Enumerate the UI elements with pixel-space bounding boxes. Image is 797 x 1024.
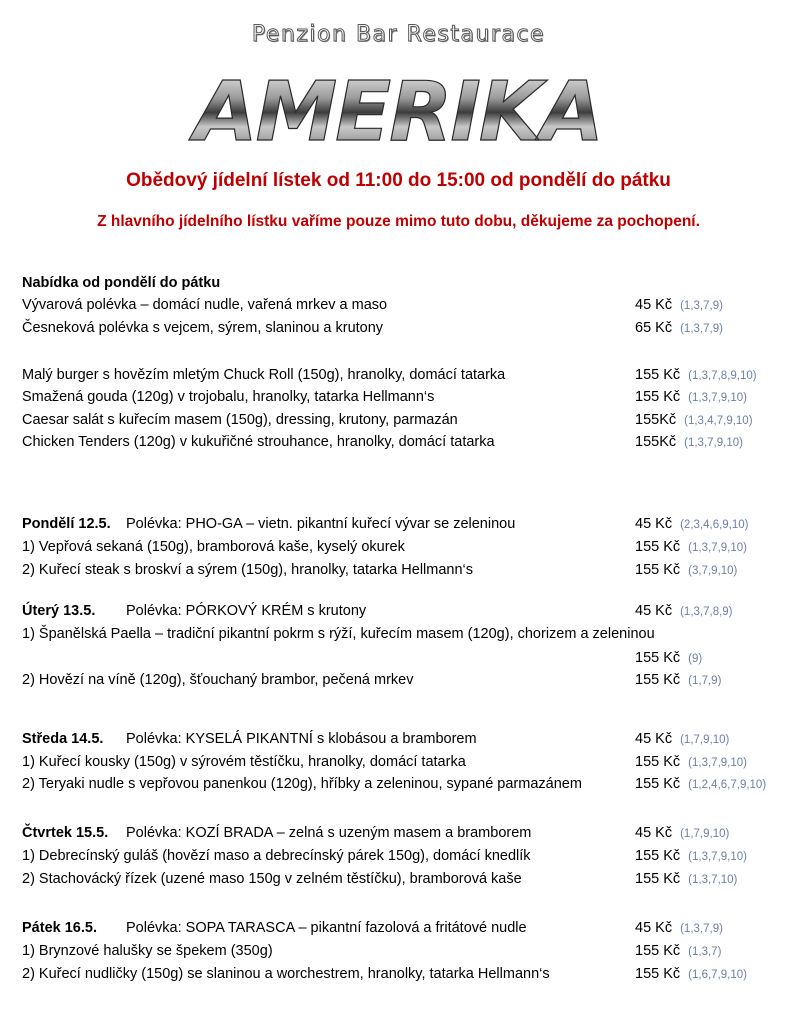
item-allergens: (1,3,7,8,9,10) [688,370,757,382]
item-price-group [635,317,723,340]
item-name: Smažená gouda (120g) v trojobalu, hranolky, tatarka Hellmann‘s [22,389,435,405]
logo-subtitle: Penzion Bar Restaurace [251,22,546,47]
item-price: 155 Kč [635,871,681,887]
item-allergens: (1,3,7,9) [680,323,723,335]
item-price-group [635,728,729,751]
item-price: 155 Kč [635,966,681,982]
item-price: 155 Kč [635,754,681,770]
item-allergens: (1,3,7,9,10) [684,437,743,449]
item-allergens: (1,3,7,9,10) [688,851,747,863]
item-allergens: (1,3,7,9) [680,300,723,312]
day-soup-row [22,917,792,939]
item-price-group [635,940,721,963]
menu-item [22,845,792,867]
item-price-group [635,559,737,582]
weekly-heading: Nabídka od pondělí do pátku [22,275,221,291]
item-price-group [635,963,747,986]
item-price-group [635,431,743,454]
item-price: 155 Kč [635,389,681,405]
menu-item [22,409,792,431]
item-price-group [635,751,747,774]
menu-item [22,669,792,691]
item-allergens: (1,3,4,7,9,10) [684,415,753,427]
item-price-group [635,600,733,623]
item-price-group [635,647,702,670]
item-price-group [635,773,766,796]
item-price-group [635,409,753,432]
item-name: 2) Kuřecí steak s broskví a sýrem (150g), hranolky, tatarka Hellmann‘s [22,562,474,578]
menu-item [22,559,792,581]
item-allergens: (1,3,7,9,10) [688,757,747,769]
day-soup: Polévka: PHO-GA – vietn. pikantní kuřecí vývar se zeleninou [126,516,516,532]
item-price-group [635,868,737,891]
item-price: 155 Kč [635,539,681,555]
day-soup-row [22,822,792,844]
item-name: Vývarová polévka – domácí nudle, vařená mrkev a maso [22,297,388,313]
item-name: Caesar salát s kuřecím masem (150g), dressing, krutony, parmazán [22,412,458,428]
item-allergens: (1,3,7,9) [680,923,723,935]
item-price: 155 Kč [635,672,681,688]
item-price: 155 Kč [635,650,681,666]
item-allergens: (9) [688,653,703,665]
item-name: Česneková polévka s vejcem, sýrem, slaninou a krutony [22,320,384,336]
day-label: Pátek 16.5. [22,920,97,936]
header [0,0,797,160]
menu-item [22,386,792,408]
item-allergens: (1,3,7) [688,946,722,958]
day-label: Úterý 13.5. [22,603,96,619]
item-price-group [635,669,721,692]
day-soup-row [22,728,792,750]
item-price-group [635,822,729,845]
item-price: 155 Kč [635,367,681,383]
menu-item [22,963,792,985]
menu-item [22,431,792,453]
item-price: 45 Kč [635,603,673,619]
item-name: 2) Teryaki nudle s vepřovou panenkou (120g), hříbky a zeleninou, sypané parmazánem [22,776,582,792]
item-name: 1) Kuřecí kousky (150g) v sýrovém těstíčku, hranolky, domácí tatarka [22,754,466,770]
item-name: 2) Kuřecí nudličky (150g) se slaninou a worchestrem, hranolky, tatarka Hellmann‘s [22,966,550,982]
item-price-group [635,386,747,409]
item-allergens: (1,3,7,10) [688,874,738,886]
item-price: 45 Kč [635,516,673,532]
item-price-group [635,364,757,387]
item-allergens: (1,6,7,9,10) [688,969,747,981]
item-name: 1) Debrecínský guláš (hovězí maso a debrecínský párek 150g), domácí knedlík [22,848,531,864]
day-label: Středa 14.5. [22,731,104,747]
item-allergens: (2,3,4,6,9,10) [680,519,749,531]
menu-item [22,536,792,558]
item-allergens: (3,7,9,10) [688,565,738,577]
item-price: 45 Kč [635,297,673,313]
item-allergens: (1,7,9,10) [680,828,730,840]
item-price-group [635,513,749,536]
logo-text: AMERIKA [194,72,602,152]
item-allergens: (1,3,7,8,9) [680,606,733,618]
item-price: 155 Kč [635,776,681,792]
lunch-menu-note: Z hlavního jídelního lístku vaříme pouze mimo tuto dobu, děkujeme za pochopení. [97,213,700,230]
item-price: 65 Kč [635,320,673,336]
menu-item [22,317,792,339]
menu-item [22,623,792,645]
day-soup: Polévka: SOPA TARASCA – pikantní fazolová a fritátové nudle [126,920,527,936]
lunch-menu-title: Obědový jídelní lístek od 11:00 do 15:00 od pondělí do pátku [126,170,671,191]
item-price-group [635,294,723,317]
item-price: 45 Kč [635,920,673,936]
day-soup-row [22,513,792,535]
item-price: 155 Kč [635,943,681,959]
menu-item [22,868,792,890]
day-soup: Polévka: KOZÍ BRADA – zelná s uzeným masem a bramborem [126,825,532,841]
item-name: 1) Brynzové halušky se špekem (350g) [22,943,273,959]
item-price-group [635,536,747,559]
amerika-logo [0,72,797,152]
menu-item [22,751,792,773]
menu-item [22,940,792,962]
item-price: 45 Kč [635,825,673,841]
day-soup-row [22,600,792,622]
item-name: Chicken Tenders (120g) v kukuřičné strouhance, hranolky, domácí tatarka [22,434,495,450]
item-allergens: (1,3,7,9,10) [688,392,747,404]
item-allergens: (1,3,7,9,10) [688,542,747,554]
item-price: 45 Kč [635,731,673,747]
item-price: 155 Kč [635,562,681,578]
menu-item-price-line [22,647,792,669]
day-label: Čtvrtek 15.5. [22,825,109,841]
menu-item [22,364,792,386]
item-price-group [635,845,747,868]
item-price: 155 Kč [635,848,681,864]
item-name: 2) Stachovácký řízek (uzené maso 150g v zelném těstíčku), bramborová kaše [22,871,522,887]
menu-item [22,773,792,795]
menu-item [22,294,792,316]
day-soup: Polévka: KYSELÁ PIKANTNÍ s klobásou a bramborem [126,731,477,747]
item-price: 155Kč [635,412,677,428]
day-label: Pondělí 12.5. [22,516,111,532]
item-price-group [635,917,723,940]
item-price: 155Kč [635,434,677,450]
item-name: 1) Vepřová sekaná (150g), bramborová kaše, kyselý okurek [22,539,405,555]
day-soup: Polévka: PÓRKOVÝ KRÉM s krutony [126,603,367,619]
item-name: Malý burger s hovězím mletým Chuck Roll (150g), hranolky, domácí tatarka [22,367,506,383]
item-name: 2) Hovězí na víně (120g), šťouchaný brambor, pečená mrkev [22,672,414,688]
item-allergens: (1,7,9) [688,675,722,687]
item-name: 1) Španělská Paella – tradiční pikantní pokrm s rýží, kuřecím masem (120g), chorizem a zeleninou [22,626,655,642]
item-allergens: (1,7,9,10) [680,734,730,746]
item-allergens: (1,2,4,6,7,9,10) [688,779,767,791]
